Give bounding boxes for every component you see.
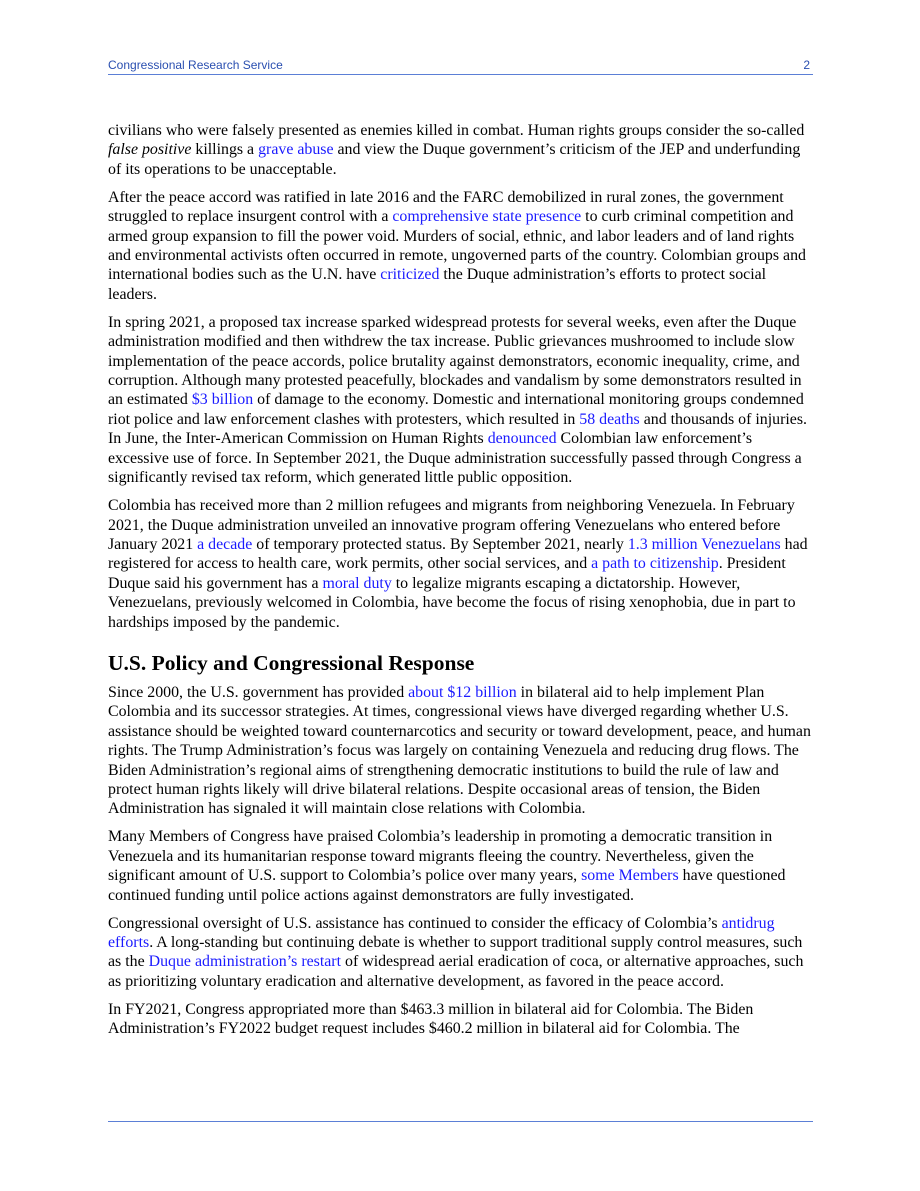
section-heading: U.S. Policy and Congressional Response xyxy=(108,650,475,675)
paragraph: Colombia has received more than 2 million refugees and migrants from neighboring Venezuela. In February 2021, the Duque administration unveiled an innovative program offering Venezuelans who entered before January 2021 a decade of temporary protected status. By September 2021, nearly 1.3 million Venezuelans had registered for access to health care, work permits, other social services, and a path to citizenship. President Duque said his government has a moral duty to legalize migrants escaping a dictatorship. However, Venezuelans, previously welcomed in Colombia, have become the focus of rising xenophobia, due in part to hardships imposed by the pandemic. xyxy=(108,497,808,631)
page-header xyxy=(108,58,813,74)
link-1-3-million-venezuelans[interactable]: 1.3 million Venezuelans xyxy=(627,535,781,553)
link-antidrug-efforts[interactable]: antidrug efforts xyxy=(108,914,775,951)
link-grave-abuse[interactable]: grave abuse xyxy=(258,141,334,159)
paragraph: In spring 2021, a proposed tax increase sparked widespread protests for several weeks, even after the Duque administration modified and then withdrew the tax increase. Public grievances mushroomed to include slow implementation of the peace accords, police brutality against demonstrators, economic inequality, crime, and corruption. Although many protested peacefully, blockades and vandalism by some demonstrators resulted in an estimated $3 billion of damage to the economy. Domestic and international monitoring groups condemned riot police and law enforcement clashes with protesters, which resulted in 58 deaths and thousands of injuries. In June, the Inter-American Commission on Human Rights denounced Colombian law enforcement’s excessive use of force. In September 2021, the Duque administration successfully passed through Congress a significantly revised tax reform, which generated little public opposition. xyxy=(108,313,808,487)
paragraph: Congressional oversight of U.S. assistance has continued to consider the efficacy of Colombia’s antidrug efforts. A long-standing but continuing debate is whether to support traditional supply control measures, such as the Duque administration’s restart of widespread aerial eradication of coca, or alternative approaches, such as prioritizing voluntary eradication and alternative development, as favored in the peace accord. xyxy=(108,914,804,990)
emphasis: false positive xyxy=(108,141,192,159)
header-rule xyxy=(108,74,813,75)
link-comprehensive-state-presence[interactable]: comprehensive state presence xyxy=(392,208,582,226)
link-path-to-citizenship[interactable]: a path to citizenship xyxy=(591,555,719,573)
link-a-decade[interactable]: a decade xyxy=(197,535,253,553)
paragraph: After the peace accord was ratified in late 2016 and the FARC demobilized in rural zones, the government struggled to replace insurgent control with a comprehensive state presence to curb criminal competition and armed group expansion to fill the power void. Murders of social, ethnic, and labor leaders and of land rights and environmental activists often occurred in remote, ungoverned parts of the country. Colombian groups and international bodies such as the U.N. have criticized the Duque administration’s efforts to protect social leaders. xyxy=(108,188,806,303)
page-number: 2 xyxy=(803,58,810,72)
link-58-deaths[interactable]: 58 deaths xyxy=(579,410,640,428)
link-moral-duty[interactable]: moral duty xyxy=(322,574,392,592)
paragraph: civilians who were falsely presented as enemies killed in combat. Human rights groups consider the so-called false positive killings a grave abuse and view the Duque government’s criticism of the JEP and underfunding of its operations to be unacceptable. xyxy=(108,122,805,178)
link-3-billion[interactable]: $3 billion xyxy=(191,391,254,409)
link-denounced[interactable]: denounced xyxy=(487,430,557,448)
paragraph: Many Members of Congress have praised Colombia’s leadership in promoting a democratic transition in Venezuela and its humanitarian response toward migrants fleeing the country. Nevertheless, given the significant amount of U.S. support to Colombia’s police over many years, some Members have questioned continued funding until police actions against demonstrators are fully investigated. xyxy=(108,828,786,904)
link-duque-administrations-restart[interactable]: Duque administration’s restart xyxy=(148,953,342,971)
link-some-members[interactable]: some Members xyxy=(581,867,679,885)
footer-rule xyxy=(108,1121,813,1122)
paragraph: In FY2021, Congress appropriated more than $463.3 million in bilateral aid for Colombia. The Biden Administration’s FY2022 budget request includes $460.2 million in bilateral aid for Colombia. The xyxy=(108,1000,754,1038)
header-org-name: Congressional Research Service xyxy=(108,58,283,72)
link-about-12-billion[interactable]: about $12 billion xyxy=(408,683,517,701)
document-body xyxy=(108,121,814,1047)
link-criticized[interactable]: criticized xyxy=(380,266,440,284)
paragraph: Since 2000, the U.S. government has provided about $12 billion in bilateral aid to help implement Plan Colombia and its successor strategies. At times, congressional views have diverged regarding whether U.S. assistance should be weighted toward counternarcotics and security or toward development, peace, and human rights. The Trump Administration’s focus was largely on containing Venezuela and reducing drug flows. The Biden Administration’s regional aims of strengthening democratic institutions to build the rule of law and protect human rights likely will drive bilateral relations. Despite occasional areas of tension, the Biden Administration has signaled it will maintain close relations with Colombia. xyxy=(108,683,811,818)
